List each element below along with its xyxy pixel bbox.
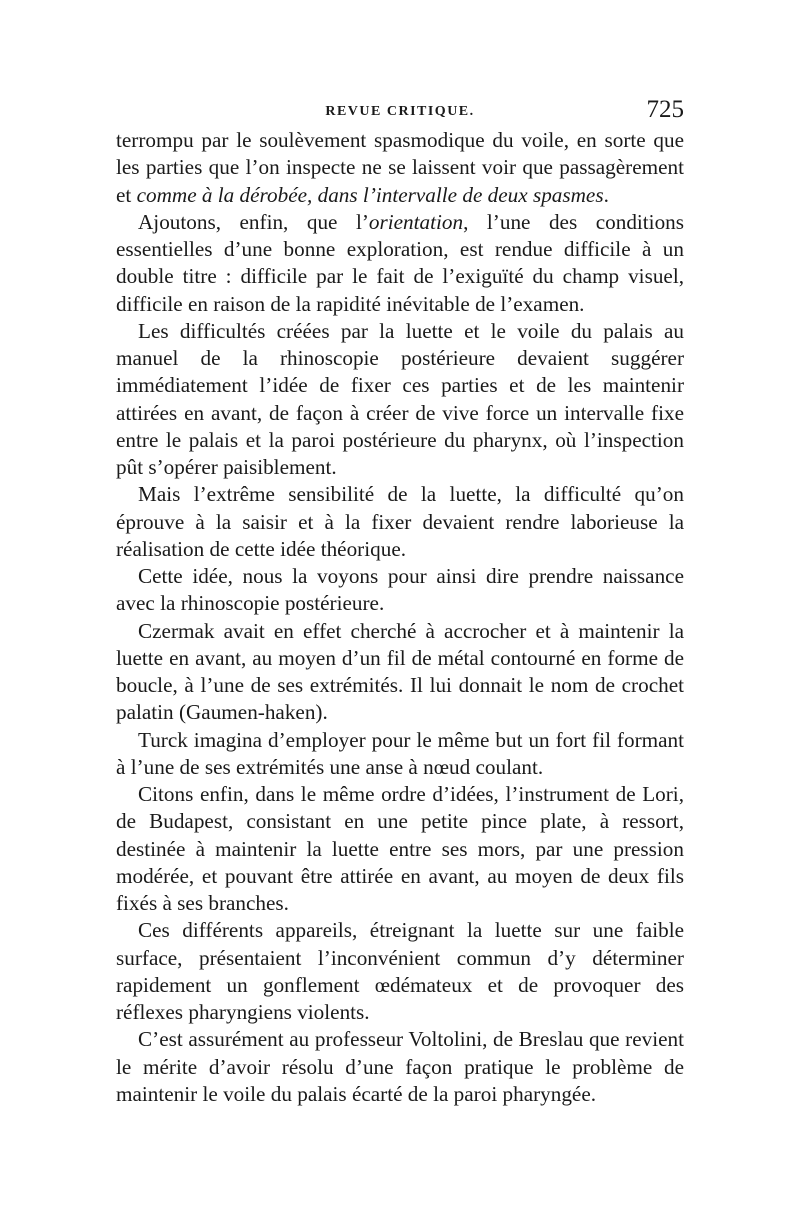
text-run: Citons enfin, dans le même ordre d’idées, l’instrument de Lori, de Budapest, consistant en une petite pince plate, à ressort, destinée à maintenir la luette entre ses mors, par une pression modérée, et pouvant être attirée en avant, au moyen de deux fils fixés à ses branches. <box>116 782 684 915</box>
italic-text-run: orientation <box>368 209 464 234</box>
page-header <box>116 96 684 126</box>
text-run: Cette idée, nous la voyons pour ainsi dire prendre naissance avec la rhinoscopie postérieure. <box>116 564 684 616</box>
paragraph <box>116 727 684 782</box>
paragraph <box>116 127 684 209</box>
text-run: terrompu par le soulèvement spasmodique du voile, en sorte que les parties que l’on inspecte ne se laissent voir que passagèrement et <box>116 128 684 207</box>
text-run: C’est assurément au professeur Voltolini, de Breslau que revient le mérite d’avoir résolu d’une façon pratique le problème de maintenir le voile du palais écarté de la paroi pharyngée. <box>116 1027 684 1106</box>
paragraph <box>116 1026 684 1108</box>
text-run: Les difficultés créées par la luette et le voile du palais au manuel de la rhinoscopie postérieure devaient suggérer immédiatement l’idée de fixer ces parties et de les maintenir attirées en avant, de façon à créer de vive force un intervalle fixe entre le palais et la paroi postérieure du pharynx, où l’inspection pût s’opérer paisiblement. <box>116 318 684 479</box>
italic-text-run: comme à la dérobée, dans l’intervalle de deux spasmes <box>136 182 604 207</box>
text-run: Ces différents appareils, étreignant la luette sur une faible surface, présentaient l’inconvénient commun d’y déterminer rapidement un gonflement œdémateux et de provoquer des réflexes pharyngiens violents. <box>116 918 684 1024</box>
text-run: Turck imagina d’employer pour le même but un fort fil formant à l’une de ses extrémités une anse à nœud coulant. <box>116 727 684 779</box>
text-run: Ajoutons, enfin, que l’ <box>138 209 369 234</box>
paragraph <box>116 481 684 563</box>
text-run: , l’une des conditions essentielles d’une bonne exploration, est rendue difficile à un double titre : difficile par le fait de l’exiguïté du champ visuel, difficile en raison de la rapidité inévitable de l’examen. <box>116 209 684 316</box>
text-run: Mais l’extrême sensibilité de la luette, la difficulté qu’on éprouve à la saisir et à la fixer devaient rendre laborieuse la réalisation de cette idée théorique. <box>116 482 684 561</box>
paragraph <box>116 563 684 618</box>
paragraph <box>116 318 684 482</box>
paragraph <box>116 917 684 1026</box>
text-run: . <box>603 182 609 207</box>
body-text <box>116 127 684 1108</box>
running-head: REVUE CRITIQUE. <box>325 104 475 119</box>
paragraph <box>116 618 684 727</box>
paragraph <box>116 781 684 917</box>
text-run: Czermak avait en effet cherché à accrocher et à maintenir la luette en avant, au moyen d’un fil de métal contourné en forme de boucle, à l’une de ses extrémités. Il lui donnait le nom de crochet palatin (Gaumen-haken). <box>116 618 684 725</box>
paragraph <box>116 209 684 318</box>
page-number: 725 <box>646 96 684 123</box>
